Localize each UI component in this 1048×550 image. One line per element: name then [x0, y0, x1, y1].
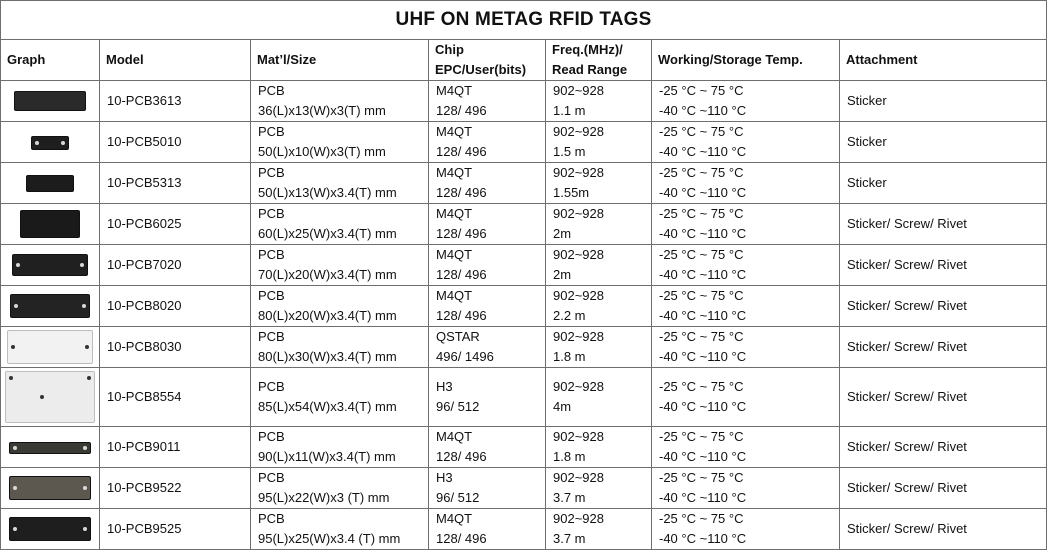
- chip-text: H3: [436, 379, 453, 394]
- material-size-cell: [251, 327, 429, 368]
- working-temp-text: -25 °C ~ 75 °C: [659, 165, 744, 180]
- size-text: 85(L)x54(W)x3.4(T) mm: [258, 399, 397, 414]
- attachment-cell: Sticker/ Screw/ Rivet: [840, 286, 1047, 327]
- storage-temp-text: -40 °C ~110 °C: [659, 308, 747, 323]
- header-frequency: [546, 40, 652, 81]
- frequency-cell: [546, 163, 652, 204]
- table-row: [1, 245, 1047, 286]
- size-text: 50(L)x10(W)x3(T) mm: [258, 144, 386, 159]
- frequency-cell: [546, 122, 652, 163]
- temperature-cell: [652, 286, 840, 327]
- temperature-cell: [652, 163, 840, 204]
- graph-cell: [1, 509, 100, 550]
- material-size-cell: [251, 468, 429, 509]
- chip-cell: [429, 286, 546, 327]
- material-text: PCB: [258, 288, 285, 303]
- material-text: PCB: [258, 329, 285, 344]
- working-temp-text: -25 °C ~ 75 °C: [659, 429, 744, 444]
- table-row: [1, 327, 1047, 368]
- bits-text: 128/ 496: [436, 449, 487, 464]
- chip-text: M4QT: [436, 206, 473, 221]
- rfid-tag-image: [14, 91, 86, 111]
- frequency-text: 902~928: [553, 83, 604, 98]
- header-freq-line2: Read Range: [552, 62, 628, 77]
- table-row: [1, 122, 1047, 163]
- rfid-tag-image: [26, 175, 74, 192]
- mounting-hole: [83, 527, 87, 531]
- mounting-hole: [13, 486, 17, 490]
- frequency-cell: [546, 468, 652, 509]
- chip-cell: [429, 204, 546, 245]
- frequency-text: 902~928: [553, 165, 604, 180]
- header-temperature: Working/Storage Temp.: [652, 40, 840, 81]
- header-graph: Graph: [1, 40, 100, 81]
- working-temp-text: -25 °C ~ 75 °C: [659, 83, 744, 98]
- graph-cell: [1, 327, 100, 368]
- rfid-tag-image: [20, 210, 80, 238]
- attachment-cell: Sticker: [840, 163, 1047, 204]
- bits-text: 496/ 1496: [436, 349, 494, 364]
- chip-text: M4QT: [436, 288, 473, 303]
- storage-temp-text: -40 °C ~110 °C: [659, 144, 747, 159]
- material-text: PCB: [258, 247, 285, 262]
- bits-text: 128/ 496: [436, 308, 487, 323]
- bits-text: 128/ 496: [436, 144, 487, 159]
- read-range-text: 3.7 m: [553, 531, 586, 546]
- frequency-cell: [546, 327, 652, 368]
- table-row: [1, 509, 1047, 550]
- model-cell: 10-PCB5313: [100, 163, 251, 204]
- header-attachment: Attachment: [840, 40, 1047, 81]
- graph-cell: [1, 204, 100, 245]
- frequency-text: 902~928: [553, 379, 604, 394]
- mounting-hole: [14, 304, 18, 308]
- attachment-cell: Sticker/ Screw/ Rivet: [840, 368, 1047, 427]
- read-range-text: 1.1 m: [553, 103, 586, 118]
- bits-text: 128/ 496: [436, 531, 487, 546]
- chip-cell: [429, 468, 546, 509]
- attachment-cell: Sticker: [840, 122, 1047, 163]
- table-row: [1, 81, 1047, 122]
- header-row: [1, 40, 1047, 81]
- mounting-hole: [13, 527, 17, 531]
- model-cell: 10-PCB3613: [100, 81, 251, 122]
- chip-text: M4QT: [436, 83, 473, 98]
- chip-cell: [429, 245, 546, 286]
- attachment-cell: Sticker/ Screw/ Rivet: [840, 509, 1047, 550]
- read-range-text: 4m: [553, 399, 572, 414]
- table-row: [1, 204, 1047, 245]
- working-temp-text: -25 °C ~ 75 °C: [659, 511, 744, 526]
- storage-temp-text: -40 °C ~110 °C: [659, 531, 747, 546]
- mounting-hole: [61, 141, 65, 145]
- graph-cell: [1, 286, 100, 327]
- material-size-cell: [251, 204, 429, 245]
- size-text: 95(L)x25(W)x3.4 (T) mm: [258, 531, 401, 546]
- rfid-tag-image: [9, 517, 91, 541]
- working-temp-text: -25 °C ~ 75 °C: [659, 379, 744, 394]
- attachment-cell: Sticker/ Screw/ Rivet: [840, 327, 1047, 368]
- read-range-text: 2m: [553, 226, 572, 241]
- chip-text: M4QT: [436, 511, 473, 526]
- model-cell: 10-PCB8030: [100, 327, 251, 368]
- mounting-hole: [85, 345, 89, 349]
- material-text: PCB: [258, 379, 285, 394]
- temperature-cell: [652, 368, 840, 427]
- frequency-text: 902~928: [553, 429, 604, 444]
- working-temp-text: -25 °C ~ 75 °C: [659, 329, 744, 344]
- header-model: Model: [100, 40, 251, 81]
- material-text: PCB: [258, 470, 285, 485]
- frequency-text: 902~928: [553, 470, 604, 485]
- attachment-cell: Sticker/ Screw/ Rivet: [840, 204, 1047, 245]
- temperature-cell: [652, 468, 840, 509]
- frequency-text: 902~928: [553, 288, 604, 303]
- model-cell: 10-PCB8554: [100, 368, 251, 427]
- rfid-tag-image: [5, 371, 95, 423]
- mounting-hole: [83, 446, 87, 450]
- size-text: 36(L)x13(W)x3(T) mm: [258, 103, 386, 118]
- table-row: [1, 286, 1047, 327]
- attachment-cell: Sticker/ Screw/ Rivet: [840, 427, 1047, 468]
- bits-text: 128/ 496: [436, 267, 487, 282]
- rfid-tag-image: [31, 136, 69, 150]
- mounting-hole: [35, 141, 39, 145]
- header-material-size: Mat’l/Size: [251, 40, 429, 81]
- table-row: [1, 468, 1047, 509]
- material-size-cell: [251, 245, 429, 286]
- material-size-cell: [251, 427, 429, 468]
- chip-cell: [429, 122, 546, 163]
- read-range-text: 3.7 m: [553, 490, 586, 505]
- read-range-text: 1.8 m: [553, 449, 586, 464]
- graph-cell: [1, 81, 100, 122]
- temperature-cell: [652, 509, 840, 550]
- size-text: 80(L)x30(W)x3.4(T) mm: [258, 349, 397, 364]
- frequency-cell: [546, 204, 652, 245]
- temperature-cell: [652, 245, 840, 286]
- table-row: [1, 427, 1047, 468]
- frequency-cell: [546, 509, 652, 550]
- storage-temp-text: -40 °C ~110 °C: [659, 185, 747, 200]
- mounting-hole: [87, 376, 91, 380]
- size-text: 80(L)x20(W)x3.4(T) mm: [258, 308, 397, 323]
- graph-cell: [1, 468, 100, 509]
- chip-cell: [429, 427, 546, 468]
- frequency-cell: [546, 427, 652, 468]
- storage-temp-text: -40 °C ~110 °C: [659, 490, 747, 505]
- storage-temp-text: -40 °C ~110 °C: [659, 399, 747, 414]
- material-text: PCB: [258, 511, 285, 526]
- frequency-text: 902~928: [553, 124, 604, 139]
- frequency-cell: [546, 368, 652, 427]
- table-row: [1, 368, 1047, 427]
- mounting-hole: [11, 345, 15, 349]
- frequency-text: 902~928: [553, 329, 604, 344]
- material-size-cell: [251, 368, 429, 427]
- bits-text: 128/ 496: [436, 103, 487, 118]
- bits-text: 96/ 512: [436, 399, 480, 414]
- rfid-tag-image: [12, 254, 88, 276]
- mounting-hole: [40, 395, 44, 399]
- chip-text: M4QT: [436, 165, 473, 180]
- size-text: 95(L)x22(W)x3 (T) mm: [258, 490, 390, 505]
- frequency-cell: [546, 81, 652, 122]
- header-freq-line1: Freq.(MHz)/: [552, 42, 623, 57]
- model-cell: 10-PCB8020: [100, 286, 251, 327]
- chip-cell: [429, 163, 546, 204]
- mounting-hole: [83, 486, 87, 490]
- chip-cell: [429, 81, 546, 122]
- read-range-text: 1.55m: [553, 185, 590, 200]
- working-temp-text: -25 °C ~ 75 °C: [659, 288, 744, 303]
- attachment-cell: Sticker/ Screw/ Rivet: [840, 245, 1047, 286]
- material-size-cell: [251, 509, 429, 550]
- material-text: PCB: [258, 165, 285, 180]
- model-cell: 10-PCB9525: [100, 509, 251, 550]
- mounting-hole: [16, 263, 20, 267]
- bits-text: 128/ 496: [436, 185, 487, 200]
- table-title: UHF ON METAG RFID TAGS: [1, 1, 1047, 40]
- size-text: 70(L)x20(W)x3.4(T) mm: [258, 267, 397, 282]
- graph-cell: [1, 368, 100, 427]
- model-cell: 10-PCB9011: [100, 427, 251, 468]
- material-size-cell: [251, 122, 429, 163]
- size-text: 50(L)x13(W)x3.4(T) mm: [258, 185, 397, 200]
- mounting-hole: [13, 446, 17, 450]
- chip-cell: [429, 327, 546, 368]
- material-size-cell: [251, 163, 429, 204]
- frequency-text: 902~928: [553, 206, 604, 221]
- chip-text: H3: [436, 470, 453, 485]
- mounting-hole: [9, 376, 13, 380]
- storage-temp-text: -40 °C ~110 °C: [659, 449, 747, 464]
- model-cell: 10-PCB5010: [100, 122, 251, 163]
- read-range-text: 2.2 m: [553, 308, 586, 323]
- working-temp-text: -25 °C ~ 75 °C: [659, 124, 744, 139]
- rfid-tag-image: [7, 330, 93, 364]
- temperature-cell: [652, 327, 840, 368]
- material-text: PCB: [258, 83, 285, 98]
- frequency-cell: [546, 245, 652, 286]
- material-text: PCB: [258, 429, 285, 444]
- storage-temp-text: -40 °C ~110 °C: [659, 349, 747, 364]
- header-chip: [429, 40, 546, 81]
- bits-text: 96/ 512: [436, 490, 480, 505]
- chip-text: M4QT: [436, 247, 473, 262]
- bits-text: 128/ 496: [436, 226, 487, 241]
- graph-cell: [1, 122, 100, 163]
- temperature-cell: [652, 122, 840, 163]
- frequency-cell: [546, 286, 652, 327]
- working-temp-text: -25 °C ~ 75 °C: [659, 247, 744, 262]
- read-range-text: 1.5 m: [553, 144, 586, 159]
- storage-temp-text: -40 °C ~110 °C: [659, 103, 747, 118]
- temperature-cell: [652, 204, 840, 245]
- graph-cell: [1, 245, 100, 286]
- rfid-tag-image: [9, 476, 91, 500]
- graph-cell: [1, 427, 100, 468]
- material-size-cell: [251, 81, 429, 122]
- header-chip-line2: EPC/User(bits): [435, 62, 527, 77]
- chip-text: M4QT: [436, 124, 473, 139]
- mounting-hole: [80, 263, 84, 267]
- size-text: 90(L)x11(W)x3.4(T) mm: [258, 449, 396, 464]
- storage-temp-text: -40 °C ~110 °C: [659, 226, 747, 241]
- storage-temp-text: -40 °C ~110 °C: [659, 267, 747, 282]
- temperature-cell: [652, 81, 840, 122]
- graph-cell: [1, 163, 100, 204]
- chip-text: QSTAR: [436, 329, 480, 344]
- chip-cell: [429, 368, 546, 427]
- working-temp-text: -25 °C ~ 75 °C: [659, 470, 744, 485]
- frequency-text: 902~928: [553, 247, 604, 262]
- material-text: PCB: [258, 124, 285, 139]
- frequency-text: 902~928: [553, 511, 604, 526]
- model-cell: 10-PCB6025: [100, 204, 251, 245]
- chip-text: M4QT: [436, 429, 473, 444]
- model-cell: 10-PCB9522: [100, 468, 251, 509]
- chip-cell: [429, 509, 546, 550]
- read-range-text: 1.8 m: [553, 349, 586, 364]
- material-text: PCB: [258, 206, 285, 221]
- attachment-cell: Sticker/ Screw/ Rivet: [840, 468, 1047, 509]
- mounting-hole: [82, 304, 86, 308]
- size-text: 60(L)x25(W)x3.4(T) mm: [258, 226, 397, 241]
- rfid-tag-image: [9, 442, 91, 454]
- table-row: [1, 163, 1047, 204]
- model-cell: 10-PCB7020: [100, 245, 251, 286]
- rfid-tag-image: [10, 294, 90, 318]
- attachment-cell: Sticker: [840, 81, 1047, 122]
- material-size-cell: [251, 286, 429, 327]
- working-temp-text: -25 °C ~ 75 °C: [659, 206, 744, 221]
- header-chip-line1: Chip: [435, 42, 464, 57]
- temperature-cell: [652, 427, 840, 468]
- read-range-text: 2m: [553, 267, 572, 282]
